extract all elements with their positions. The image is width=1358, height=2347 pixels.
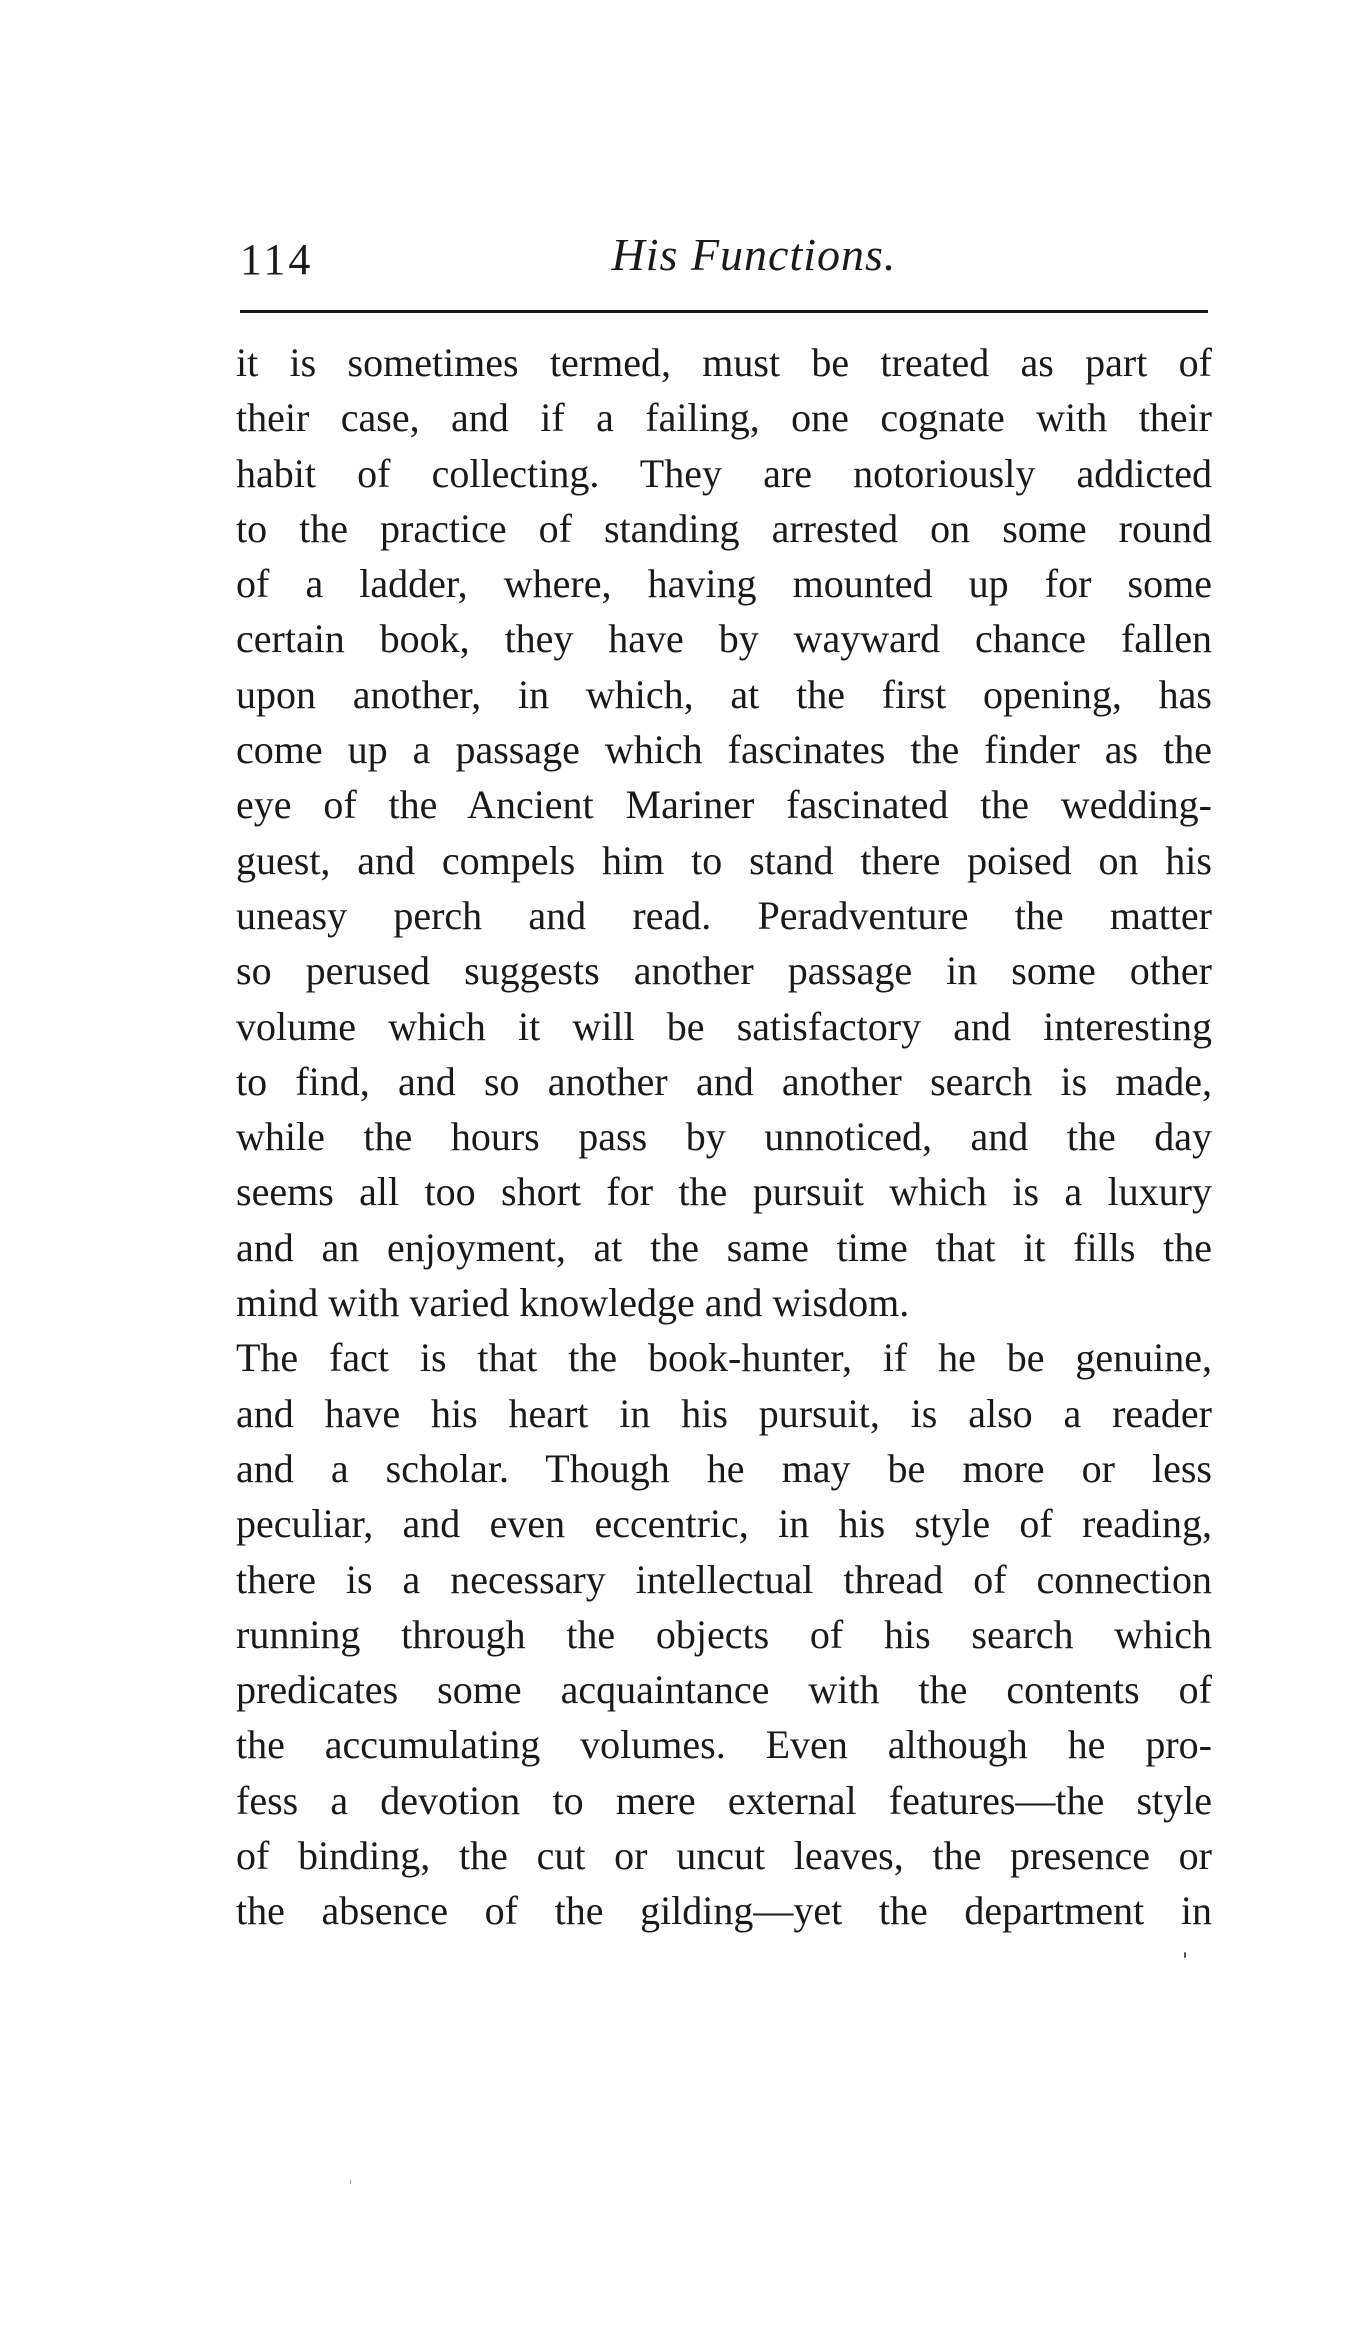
text-line: predicates some acquaintance with the contents of (236, 1667, 1212, 1713)
text-line: their case, and if a failing, one cognate with their (236, 395, 1212, 441)
text-line: seems all too short for the pursuit which is a luxury (236, 1169, 1212, 1215)
text-line: the accumulating volumes. Even although he pro- (236, 1722, 1212, 1768)
text-line: and have his heart in his pursuit, is also a reader (236, 1390, 1212, 1436)
running-head (240, 218, 1208, 298)
page-number: 114 (240, 235, 314, 284)
text-line: The fact is that the book-hunter, if he be genuine, (236, 1335, 1212, 1381)
text-line: to find, and so another and another search is made, (236, 1058, 1212, 1104)
paragraph (236, 335, 1212, 1330)
text-line: of a ladder, where, having mounted up for some (236, 561, 1212, 607)
text-line: uneasy perch and read. Peradventure the matter (236, 892, 1212, 938)
text-line: so perused suggests another passage in some other (236, 948, 1212, 994)
text-line: come up a passage which fascinates the finder as the (236, 727, 1212, 773)
text-line: of binding, the cut or uncut leaves, the presence or (236, 1833, 1212, 1879)
paper-speck (350, 2180, 351, 2184)
paper-speck (1184, 1952, 1186, 1958)
text-line: and an enjoyment, at the same time that it fills the (236, 1224, 1212, 1270)
paragraph (236, 1330, 1212, 1938)
text-line: to the practice of standing arrested on some round (236, 505, 1212, 551)
text-line: fess a devotion to mere external features—the style (236, 1777, 1212, 1823)
text-line: and a scholar. Though he may be more or less (236, 1445, 1212, 1491)
text-line: habit of collecting. They are notoriously addicted (236, 450, 1212, 496)
text-line: eye of the Ancient Mariner fascinated the wedding- (236, 782, 1212, 828)
text-line: mind with varied knowledge and wisdom. (236, 1280, 910, 1326)
text-line: running through the objects of his search which (236, 1611, 1212, 1657)
text-line: volume which it will be satisfactory and interesting (236, 1003, 1212, 1049)
body-text (236, 335, 1212, 1939)
text-line: upon another, in which, at the first opening, has (236, 671, 1212, 717)
text-line: while the hours pass by unnoticed, and the day (236, 1114, 1212, 1160)
text-line: the absence of the gilding—yet the department in (236, 1888, 1212, 1934)
text-line: peculiar, and even eccentric, in his style of reading, (236, 1501, 1212, 1547)
text-line: there is a necessary intellectual thread of connection (236, 1556, 1212, 1602)
running-title: His Functions. (611, 229, 897, 280)
header-rule (240, 310, 1208, 313)
text-line: it is sometimes termed, must be treated as part of (236, 340, 1212, 385)
text-line: certain book, they have by wayward chance fallen (236, 616, 1212, 662)
text-line: guest, and compels him to stand there poised on his (236, 837, 1212, 883)
